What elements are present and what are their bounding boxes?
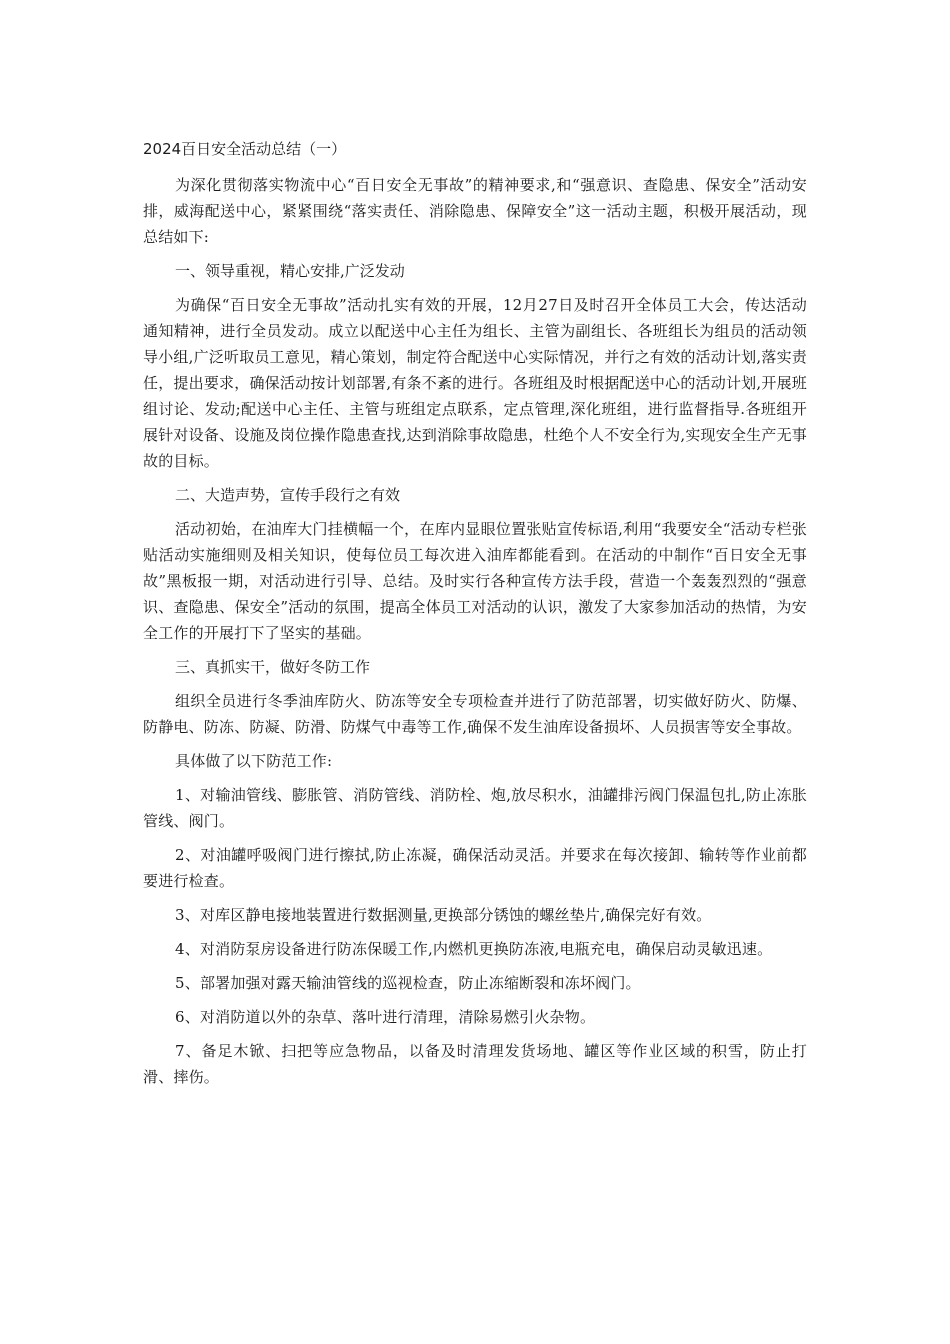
measures-intro: 具体做了以下防范工作: — [175, 752, 333, 770]
measure-item-4: 4、对消防泵房设备进行防冻保暖工作,内燃机更换防冻液,电瓶充电，确保启动灵敏迅速。 — [175, 940, 773, 958]
measure-item-7: 7、备足木锨、扫把等应急物品，以备及时清理发货场地、罐区等作业区域的积雪，防止打滑、摔伤。 — [143, 1042, 807, 1086]
measure-item-3: 3、对库区静电接地装置进行数据测量,更换部分锈蚀的螺丝垫片,确保完好有效。 — [175, 906, 712, 924]
document-body — [143, 138, 807, 1098]
section-heading-3: 三、真抓实干，做好冬防工作 — [175, 658, 371, 676]
section-1-paragraph: 为确保“百日安全无事故”活动扎实有效的开展，12月27日及时召开全体员工大会，传达活动通知精神，进行全员发动。成立以配送中心主任为组长、主管为副组长、各班组长为组员的活动领导小组,广泛听取员工意见，精心策划，制定符合配送中心实际情况，并行之有效的活动计划,落实责任，提出要求，确保活动按计划部署,有条不紊的进行。各班组及时根据配送中心的活动计划,开展班组讨论、发动;配送中心主任、主管与班组定点联系，定点管理,深化班组，进行监督指导.各班组开展针对设备、设施及岗位操作隐患查找,达到消除事故隐患，杜绝个人不安全行为,实现安全生产无事故的目标。 — [143, 296, 807, 470]
measure-item-2: 2、对油罐呼吸阀门进行擦拭,防止冻凝，确保活动灵活。并要求在每次接卸、输转等作业前都要进行检查。 — [143, 846, 807, 890]
measure-item-1: 1、对输油管线、膨胀管、消防管线、消防栓、炮,放尽积水，油罐排污阀门保温包扎,防止冻胀管线、阀门。 — [143, 786, 807, 830]
measure-item-6: 6、对消防道以外的杂草、落叶进行清理，清除易燃引火杂物。 — [175, 1008, 596, 1026]
intro-paragraph: 为深化贯彻落实物流中心“百日安全无事故”的精神要求,和“强意识、查隐患、保安全”活动安排，威海配送中心，紧紧围绕“落实责任、消除隐患、保障安全”这一活动主题，积极开展活动，现总结如下: — [143, 176, 807, 246]
section-2-paragraph: 活动初始，在油库大门挂横幅一个，在库内显眼位置张贴宣传标语,利用“我要安全“活动专栏张贴活动实施细则及相关知识，使每位员工每次进入油库都能看到。在活动的中制作“百日安全无事故”黑板报一期，对活动进行引导、总结。及时实行各种宣传方法手段，营造一个轰轰烈烈的“强意识、查隐患、保安全”活动的氛围，提高全体员工对活动的认识，激发了大家参加活动的热情，为安全工作的开展打下了坚实的基础。 — [143, 520, 807, 642]
measure-item-5: 5、部署加强对露天输油管线的巡视检查，防止冻缩断裂和冻坏阀门。 — [175, 974, 641, 992]
section-3-paragraph: 组织全员进行冬季油库防火、防冻等安全专项检查并进行了防范部署，切实做好防火、防爆、防静电、防冻、防凝、防滑、防煤气中毒等工作,确保不发生油库设备损坏、人员损害等安全事故。 — [143, 692, 807, 736]
document-title: 2024百日安全活动总结（一） — [143, 140, 347, 158]
section-heading-2: 二、大造声势，宣传手段行之有效 — [175, 486, 401, 504]
section-heading-1: 一、领导重视，精心安排,广泛发动 — [175, 262, 405, 280]
